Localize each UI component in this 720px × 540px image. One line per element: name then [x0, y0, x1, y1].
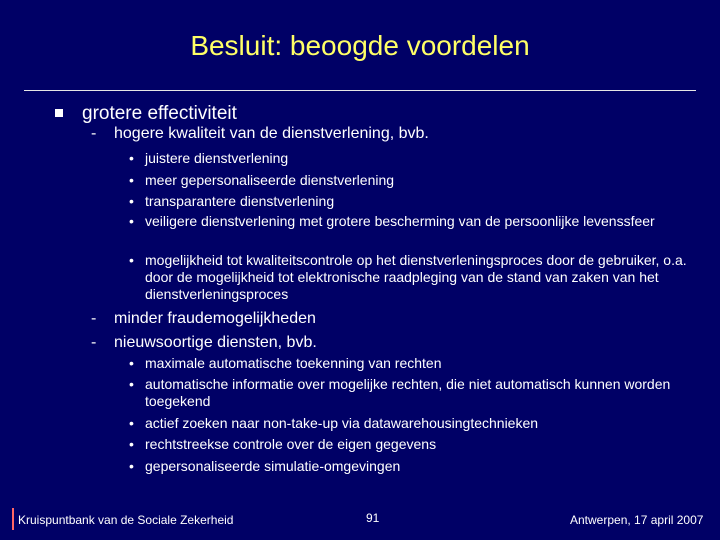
- list-item-text: automatische informatie over mogelijke rechten, die niet automatisch kunnen worden toegekend: [145, 376, 671, 409]
- list-item: [129, 415, 700, 432]
- bullet-level2-quality: [91, 125, 429, 143]
- list-item-text: veiligere dienstverlening met grotere bescherming van de persoonlijke levenssfeer: [145, 213, 655, 229]
- list-item-text: actief zoeken naar non-take-up via datawarehousingtechnieken: [145, 415, 539, 431]
- dot-bullet-icon: •: [129, 458, 134, 474]
- bullet-level2-text: minder fraudemogelijkheden: [114, 310, 316, 327]
- list-item: [129, 150, 700, 167]
- list-item: [129, 436, 700, 453]
- list-item-text: gepersonaliseerde simulatie-omgevingen: [145, 458, 401, 474]
- footer-accent-bar: [12, 508, 14, 530]
- bullet-level2-fraud: [91, 310, 316, 328]
- bullet-level2-text: hogere kwaliteit van de dienstverlening, bvb.: [114, 125, 429, 142]
- dash-bullet-icon: -: [91, 310, 97, 327]
- list-item-text: transparantere dienstverlening: [145, 193, 335, 209]
- list-item: [129, 172, 700, 189]
- dot-bullet-icon: •: [129, 436, 134, 452]
- dot-bullet-icon: •: [129, 415, 134, 431]
- square-bullet-icon: [55, 109, 63, 117]
- list-item-text: rechtstreekse controle over de eigen gegevens: [145, 436, 437, 452]
- dot-bullet-icon: •: [129, 376, 134, 392]
- dot-bullet-icon: •: [129, 252, 134, 268]
- list-item-text: meer gepersonaliseerde dienstverlening: [145, 172, 395, 188]
- list-item-text: mogelijkheid tot kwaliteitscontrole op het dienstverleningsproces door de gebruiker, o.a. door de mogelijkheid tot elektronische raadpleging van de stand van zaken van het dienstverleningsproces: [145, 252, 687, 302]
- list-item-text: juistere dienstverlening: [145, 150, 289, 166]
- dash-bullet-icon: -: [91, 125, 97, 142]
- list-item: [129, 213, 700, 230]
- bullet-level1-text: grotere effectiviteit: [82, 103, 237, 124]
- page-number: 91: [366, 511, 380, 525]
- footer-organization: Kruispuntbank van de Sociale Zekerheid: [18, 513, 234, 527]
- slide-title: Besluit: beoogde voordelen: [190, 30, 530, 61]
- dot-bullet-icon: •: [129, 172, 134, 188]
- bullet-level2-services: [91, 334, 317, 352]
- list-item: [129, 355, 700, 372]
- list-item: [129, 193, 700, 210]
- title-divider: [24, 90, 696, 91]
- list-item: [129, 458, 700, 475]
- dot-bullet-icon: •: [129, 193, 134, 209]
- list-item: [129, 252, 700, 303]
- dot-bullet-icon: •: [129, 355, 134, 371]
- dot-bullet-icon: •: [129, 213, 134, 229]
- bullet-level1: [82, 103, 237, 125]
- footer-date: Antwerpen, 17 april 2007: [570, 513, 704, 527]
- list-item: [129, 376, 700, 410]
- list-item-text: maximale automatische toekenning van rechten: [145, 355, 442, 371]
- bullet-level2-text: nieuwsoortige diensten, bvb.: [114, 334, 317, 351]
- dot-bullet-icon: •: [129, 150, 134, 166]
- dash-bullet-icon: -: [91, 334, 97, 351]
